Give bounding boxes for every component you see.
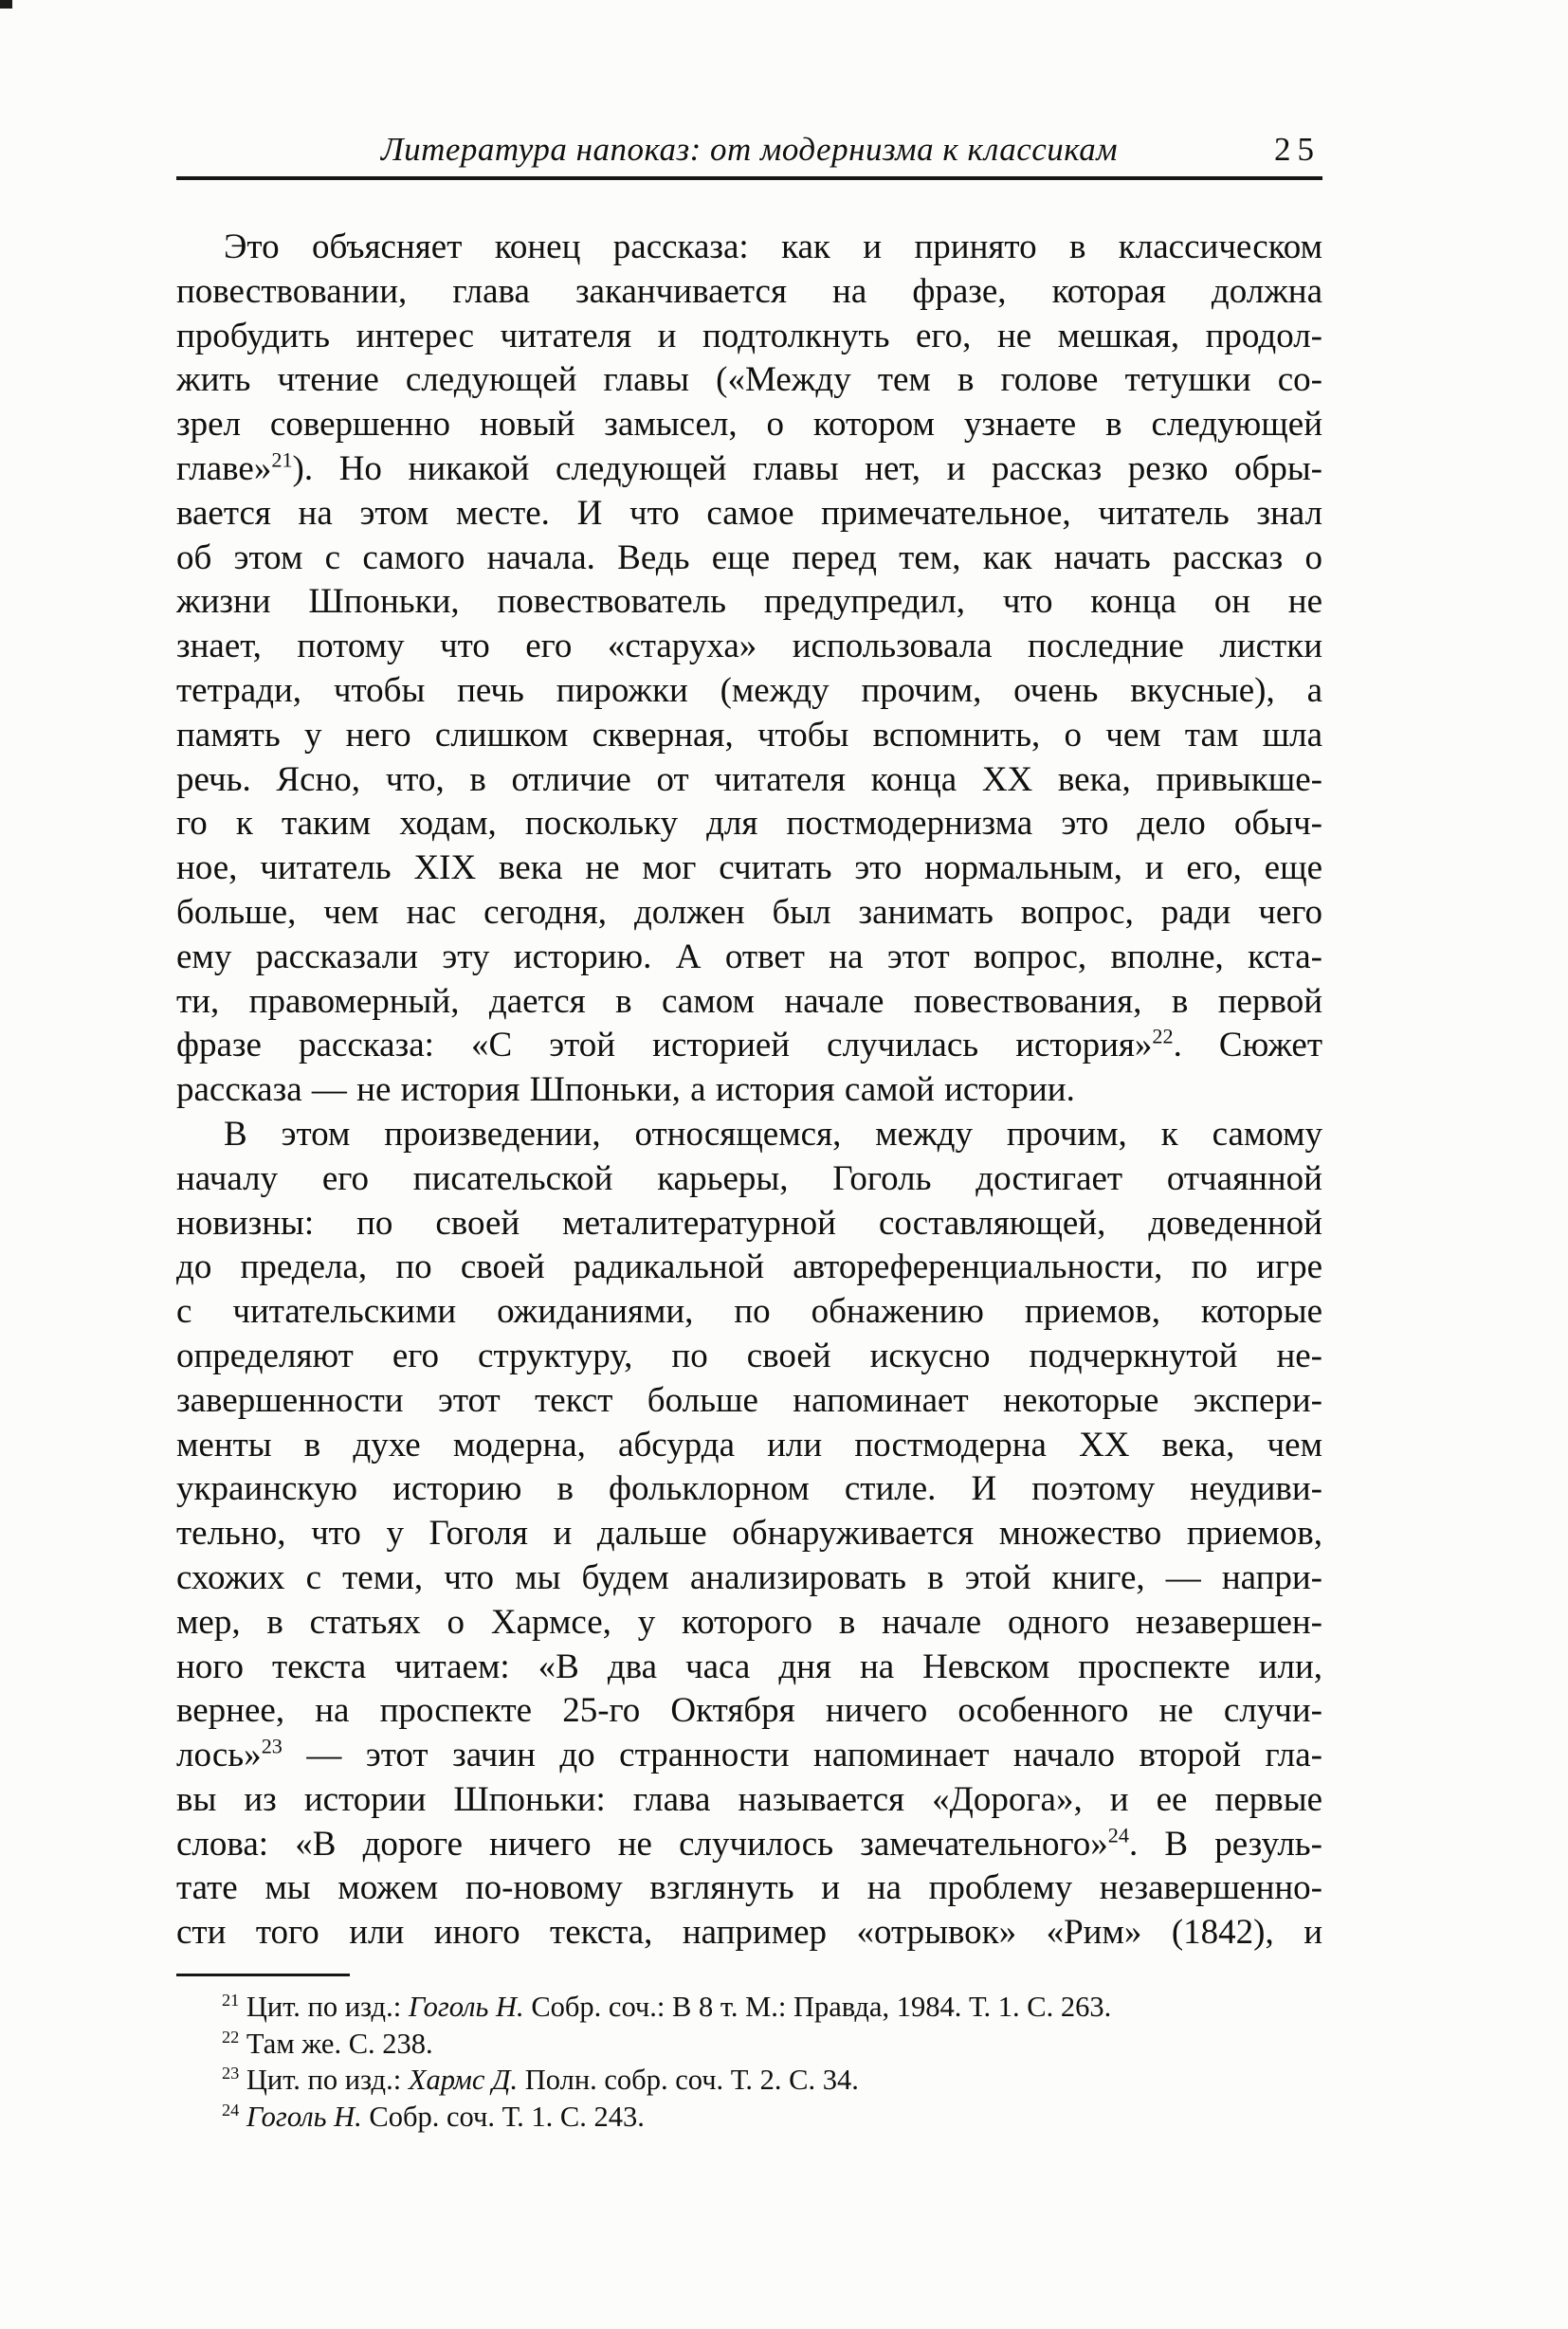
body-line: речь. Ясно, что, в отличие от читателя конца XX века, привыкше- [176, 759, 1322, 799]
body-line: В этом произведении, относящемся, между прочим, к самому [224, 1114, 1322, 1154]
body-line: ного текста читаем: «В два часа дня на Невском проспекте или, [176, 1647, 1322, 1686]
footnotes [176, 1989, 1322, 2135]
body-line: мер, в статьях о Хармсе, у которого в начале одного незавершен- [176, 1602, 1322, 1642]
body-line: лось»$^{23}$ — этот зачин до странности напоминает начало второй гла- [176, 1734, 1322, 1775]
italic-citation-name: Гоголь Н. [246, 2100, 362, 2133]
footnote: $^{23}$ Цит. по изд.: Хармс Д. Полн. собр. соч. Т. 2. С. 34. [222, 2064, 859, 2097]
scan-artifact-corner [0, 0, 12, 9]
body-line: жизни Шпоньки, повествователь предупредил, что конца он не [176, 582, 1322, 622]
page-number: 25 [1274, 131, 1321, 168]
body-line: определяют его структуру, по своей искусно подчеркнутой не- [176, 1336, 1322, 1375]
body-line: вается на этом месте. И что самое примечательное, читатель знал [176, 493, 1322, 533]
body-line: повествовании, глава заканчивается на фразе, которая должна [176, 271, 1322, 311]
body-line: тельно, что у Гоголя и дальше обнаруживается множество приемов, [176, 1514, 1322, 1554]
text-block [176, 226, 1322, 1956]
body-line: жить чтение следующей главы («Между тем в голове тетушки со- [176, 360, 1322, 400]
footnote-ref: 22 [1152, 1025, 1174, 1049]
page-header [176, 129, 1322, 174]
body-line: Это объясняет конец рассказа: как и принято в классическом [224, 227, 1322, 266]
footnote-ref: 21 [271, 447, 293, 472]
body-line: новизны: по своей металитературной составляющей, доведенной [176, 1203, 1322, 1243]
footnote-separator [176, 1974, 350, 1976]
body-line: тате мы можем по-новому взглянуть и на проблему незавершенно- [176, 1868, 1322, 1908]
body-line: менты в духе модерна, абсурда или постмодерна XX века, чем [176, 1425, 1322, 1465]
body-line: вернее, на проспекте 25-го Октября ничего особенного не случи- [176, 1691, 1322, 1731]
footnote: $^{21}$ Цит. по изд.: Гоголь Н. Собр. соч.: В 8 т. М.: Правда, 1984. Т. 1. С. 263. [222, 1990, 1112, 2023]
body-line: с читательскими ожиданиями, по обнажению приемов, которые [176, 1292, 1322, 1332]
body-line: началу его писательской карьеры, Гоголь достигает отчаянной [176, 1158, 1322, 1198]
footnote-ref: 24 [1107, 1823, 1129, 1847]
italic-citation-name: Хармс Д. [408, 2064, 519, 2097]
body-line: завершенности этот текст больше напоминает некоторые экспери- [176, 1380, 1322, 1420]
body-line: об этом с самого начала. Ведь еще перед тем, как начать рассказ о [176, 537, 1322, 577]
body-line: до предела, по своей радикальной автореференциальности, по игре [176, 1247, 1322, 1287]
footnote-ref: 21 [222, 1990, 240, 2010]
body-line: память у него слишком скверная, чтобы вспомнить, о чем там шла [176, 715, 1322, 755]
footnote: $^{22}$ Там же. С. 238. [222, 2027, 433, 2060]
body-line: рассказа — не история Шпоньки, а история самой истории. [176, 1070, 1075, 1110]
body-line: украинскую историю в фольклорном стиле. И поэтому неудиви- [176, 1469, 1322, 1509]
body-line: сти того или иного текста, например «отрывок» «Рим» (1842), и [176, 1913, 1322, 1953]
footnote: $^{24}$ Гоголь Н. Собр. соч. Т. 1. С. 243. [222, 2100, 645, 2133]
footnote-ref: 23 [261, 1734, 283, 1758]
body-line: слова: «В дороге ничего не случилось замечательного»$^{24}$. В резуль- [176, 1823, 1322, 1864]
body-line: ему рассказали эту историю. А ответ на этот вопрос, вполне, кста- [176, 937, 1322, 976]
body-line: пробудить интерес читателя и подтолкнуть его, не мешкая, продол- [176, 316, 1322, 355]
body-line: тетради, чтобы печь пирожки (между прочим, очень вкусные), а [176, 670, 1322, 710]
header-rule [176, 176, 1322, 180]
footnote-ref: 24 [222, 2100, 240, 2120]
body-line: ное, читатель XIX века не мог считать это нормальным, и его, еще [176, 848, 1322, 888]
body-line: вы из истории Шпоньки: глава называется «Дорога», и ее первые [176, 1779, 1322, 1819]
body-line: ти, правомерный, дается в самом начале повествования, в первой [176, 981, 1322, 1021]
body-line: главе»$^{21}$). Но никакой следующей главы нет, и рассказ резко обры- [176, 447, 1322, 488]
running-title: Литература напоказ: от модернизма к классикам [380, 131, 1119, 168]
body-line: го к таким ходам, поскольку для постмодернизма это дело обыч- [176, 804, 1322, 844]
body-line: фразе рассказа: «С этой историей случилась история»$^{22}$. Сюжет [176, 1025, 1322, 1065]
body-line: знает, потому что его «старуха» использовала последние листки [176, 627, 1322, 666]
body-line: схожих с теми, что мы будем анализировать в этой книге, — напри- [176, 1557, 1322, 1597]
italic-citation-name: Гоголь Н. [408, 1991, 524, 2023]
footnote-ref: 23 [222, 2064, 240, 2083]
body-line: больше, чем нас сегодня, должен был занимать вопрос, ради чего [176, 892, 1322, 932]
body-line: зрел совершенно новый замысел, о котором узнаете в следующей [176, 405, 1322, 445]
footnote-ref: 22 [222, 2027, 240, 2047]
